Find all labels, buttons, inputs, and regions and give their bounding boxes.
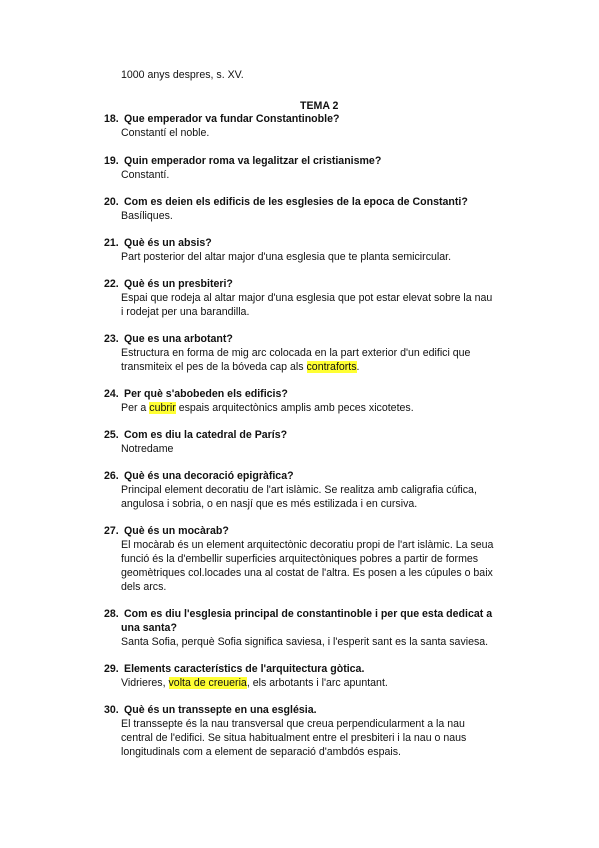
highlighted-term: volta de creueria xyxy=(168,677,247,689)
answer-text: Constantí. xyxy=(121,169,170,181)
highlighted-term: cubrir xyxy=(149,402,176,414)
answer-text: El mocàrab és un element arquitectònic decoratiu propi de l'art islàmic. La seua xyxy=(121,539,494,551)
answer-text: Notredame xyxy=(121,443,174,455)
intro-line: 1000 anys despres, s. XV. xyxy=(121,69,244,81)
answer-text: central de l'edifici. Se situa habitualment entre el presbiteri i la nau o naus xyxy=(121,732,467,744)
question-heading: 20. Com es deien els edificis de les esglesies de la epoca de Constanti? xyxy=(104,196,468,208)
question-heading: 28. Com es diu l'esglesia principal de constantinoble i per que esta dedicat a xyxy=(104,608,493,620)
question-heading: 30. Què és un transsepte en una església. xyxy=(104,704,317,716)
answer-text: transmiteix el pes de la bóveda cap als contraforts. xyxy=(121,361,360,373)
answer-text: Per a cubrir espais arquitectònics amplis amb peces xicotetes. xyxy=(121,402,414,414)
answer-text: geomètriques col.locades una al costat de l'altra. Es posen a les cúpules o baix xyxy=(121,567,493,579)
question-heading: 19. Quin emperador roma va legalitzar el cristianisme? xyxy=(104,155,382,167)
question-heading: 18. Que emperador va fundar Constantinoble? xyxy=(104,113,340,125)
answer-text: Part posterior del altar major d'una esglesia que te planta semicircular. xyxy=(121,251,452,263)
question-heading: 21. Què és un absis? xyxy=(104,237,212,249)
question-heading: 27. Què és un mocàrab? xyxy=(104,525,229,537)
answer-text: longitudinals com a element de separació d'ambdós espais. xyxy=(121,746,401,758)
answer-text: Constantí el noble. xyxy=(121,127,210,139)
answer-text: dels arcs. xyxy=(121,581,167,593)
answer-text: Vidrieres, volta de creueria, els arbotants i l'arc apuntant. xyxy=(121,677,388,689)
question-heading: 26. Què és una decoració epigràfica? xyxy=(104,470,294,482)
answer-text: funció és la d'embellir superficies arquitectòniques pobres a partir de formes xyxy=(121,553,479,565)
answer-text: Principal element decoratiu de l'art islàmic. Se realitza amb caligrafia cúfica, xyxy=(121,484,477,496)
question-heading: 22. Què és un presbiteri? xyxy=(104,278,233,290)
answer-text: Basíliques. xyxy=(121,210,173,222)
answer-text: El transsepte és la nau transversal que creua perpendicularment a la nau xyxy=(121,718,465,730)
question-heading: 25. Com es diu la catedral de París? xyxy=(104,429,288,441)
question-heading: 24. Per què s'abobeden els edificis? xyxy=(104,388,288,400)
section-title: TEMA 2 xyxy=(300,100,339,112)
answer-text: i rodejat per una barandilla. xyxy=(121,306,250,318)
answer-text: Santa Sofia, perquè Sofia significa saviesa, i l'esperit sant es la santa saviesa. xyxy=(121,636,489,648)
highlighted-term: contraforts xyxy=(306,361,357,373)
question-heading-continued: una santa? xyxy=(121,622,177,634)
answer-text: Estructura en forma de mig arc colocada en la part exterior d'un edifici que xyxy=(121,347,471,359)
answer-text: angulosa i sobria, o en nasjí que es més estilizada i en cursiva. xyxy=(121,498,418,510)
question-heading: 23. Que es una arbotant? xyxy=(104,333,233,345)
question-heading: 29. Elements característics de l'arquitectura gòtica. xyxy=(104,663,365,675)
answer-text: Espai que rodeja al altar major d'una esglesia que pot estar elevat sobre la nau xyxy=(121,292,493,304)
